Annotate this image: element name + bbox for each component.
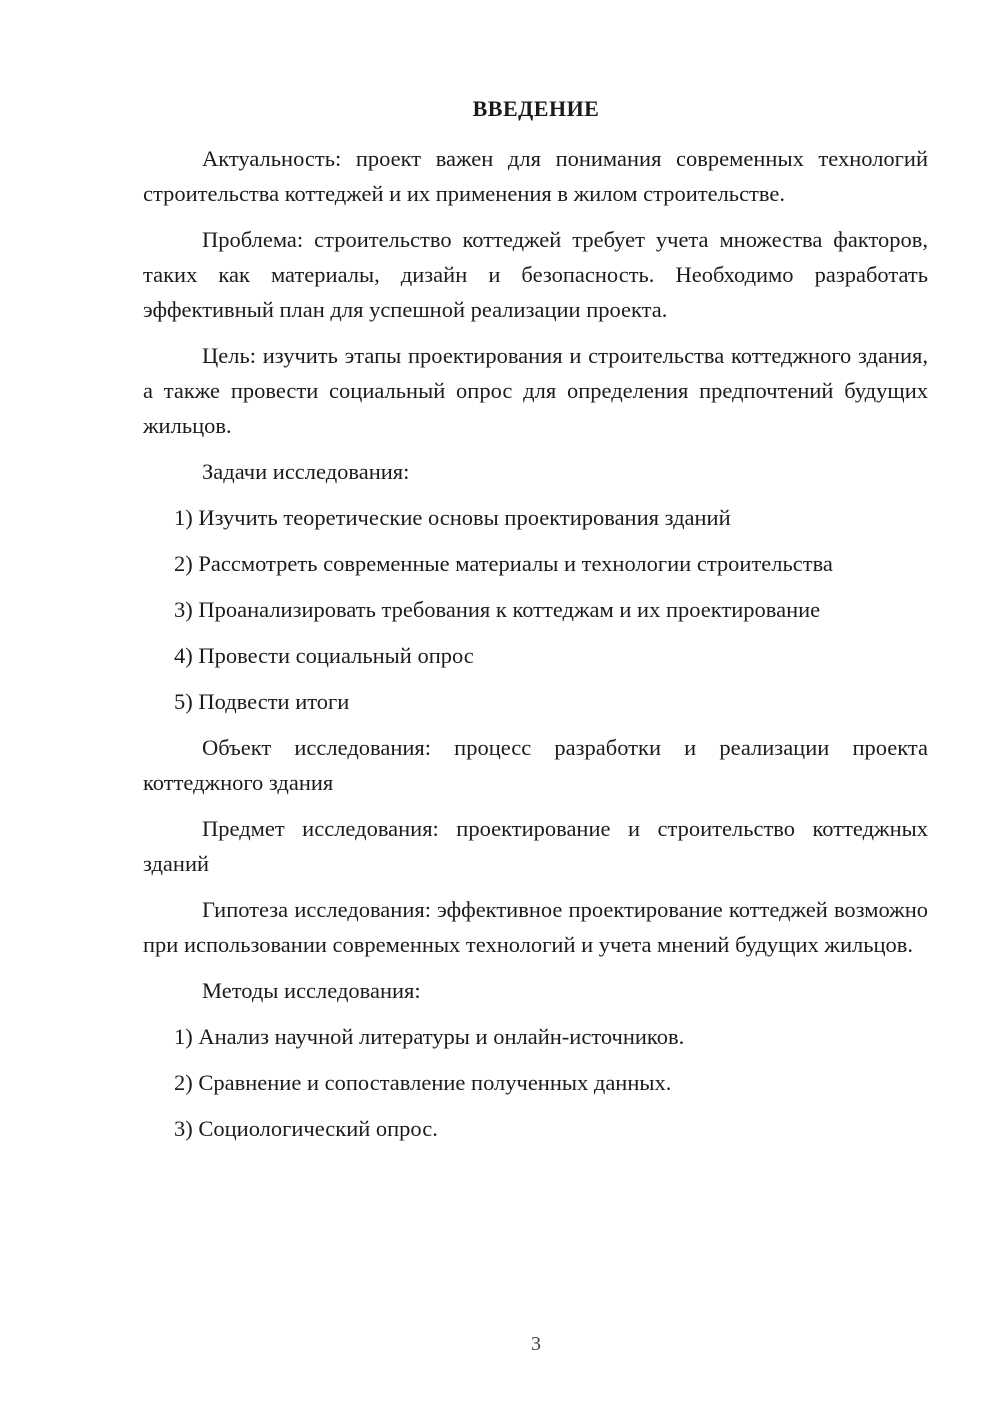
method-item: 1) Анализ научной литературы и онлайн-источников.	[174, 1024, 685, 1049]
page-number: 3	[531, 1333, 541, 1355]
task-item: 5) Подвести итоги	[174, 689, 350, 714]
method-item: 2) Сравнение и сопоставление полученных данных.	[174, 1070, 672, 1095]
task-item: 3) Проанализировать требования к коттеджам и их проектирование	[174, 597, 821, 622]
method-item: 3) Социологический опрос.	[174, 1116, 438, 1141]
document-body	[143, 141, 928, 1157]
task-item: 1) Изучить теоретические основы проектирования зданий	[174, 505, 731, 530]
subject-paragraph: Предмет исследования: проектирование и строительство коттеджных зданий	[143, 816, 928, 876]
methods-heading: Методы исследования:	[202, 978, 421, 1003]
goal-paragraph: Цель: изучить этапы проектирования и строительства коттеджного здания, а также провести социальный опрос для определения предпочтений будущих жильцов.	[143, 343, 928, 438]
problem-paragraph: Проблема: строительство коттеджей требует учета множества факторов, таких как материалы, дизайн и безопасность. Необходимо разработать эффективный план для успешной реализации проекта.	[143, 227, 928, 322]
object-paragraph: Объект исследования: процесс разработки и реализации проекта коттеджного здания	[143, 735, 928, 795]
tasks-heading: Задачи исследования:	[202, 459, 410, 484]
task-item: 4) Провести социальный опрос	[174, 643, 474, 668]
task-item: 2) Рассмотреть современные материалы и технологии строительства	[174, 551, 833, 576]
section-title: ВВЕДЕНИЕ	[472, 96, 600, 121]
hypothesis-paragraph: Гипотеза исследования: эффективное проектирование коттеджей возможно при использовании современных технологий и учета мнений будущих жильцов.	[143, 897, 928, 957]
relevance-paragraph: Актуальность: проект важен для понимания современных технологий строительства коттеджей и их применения в жилом строительстве.	[143, 146, 928, 206]
